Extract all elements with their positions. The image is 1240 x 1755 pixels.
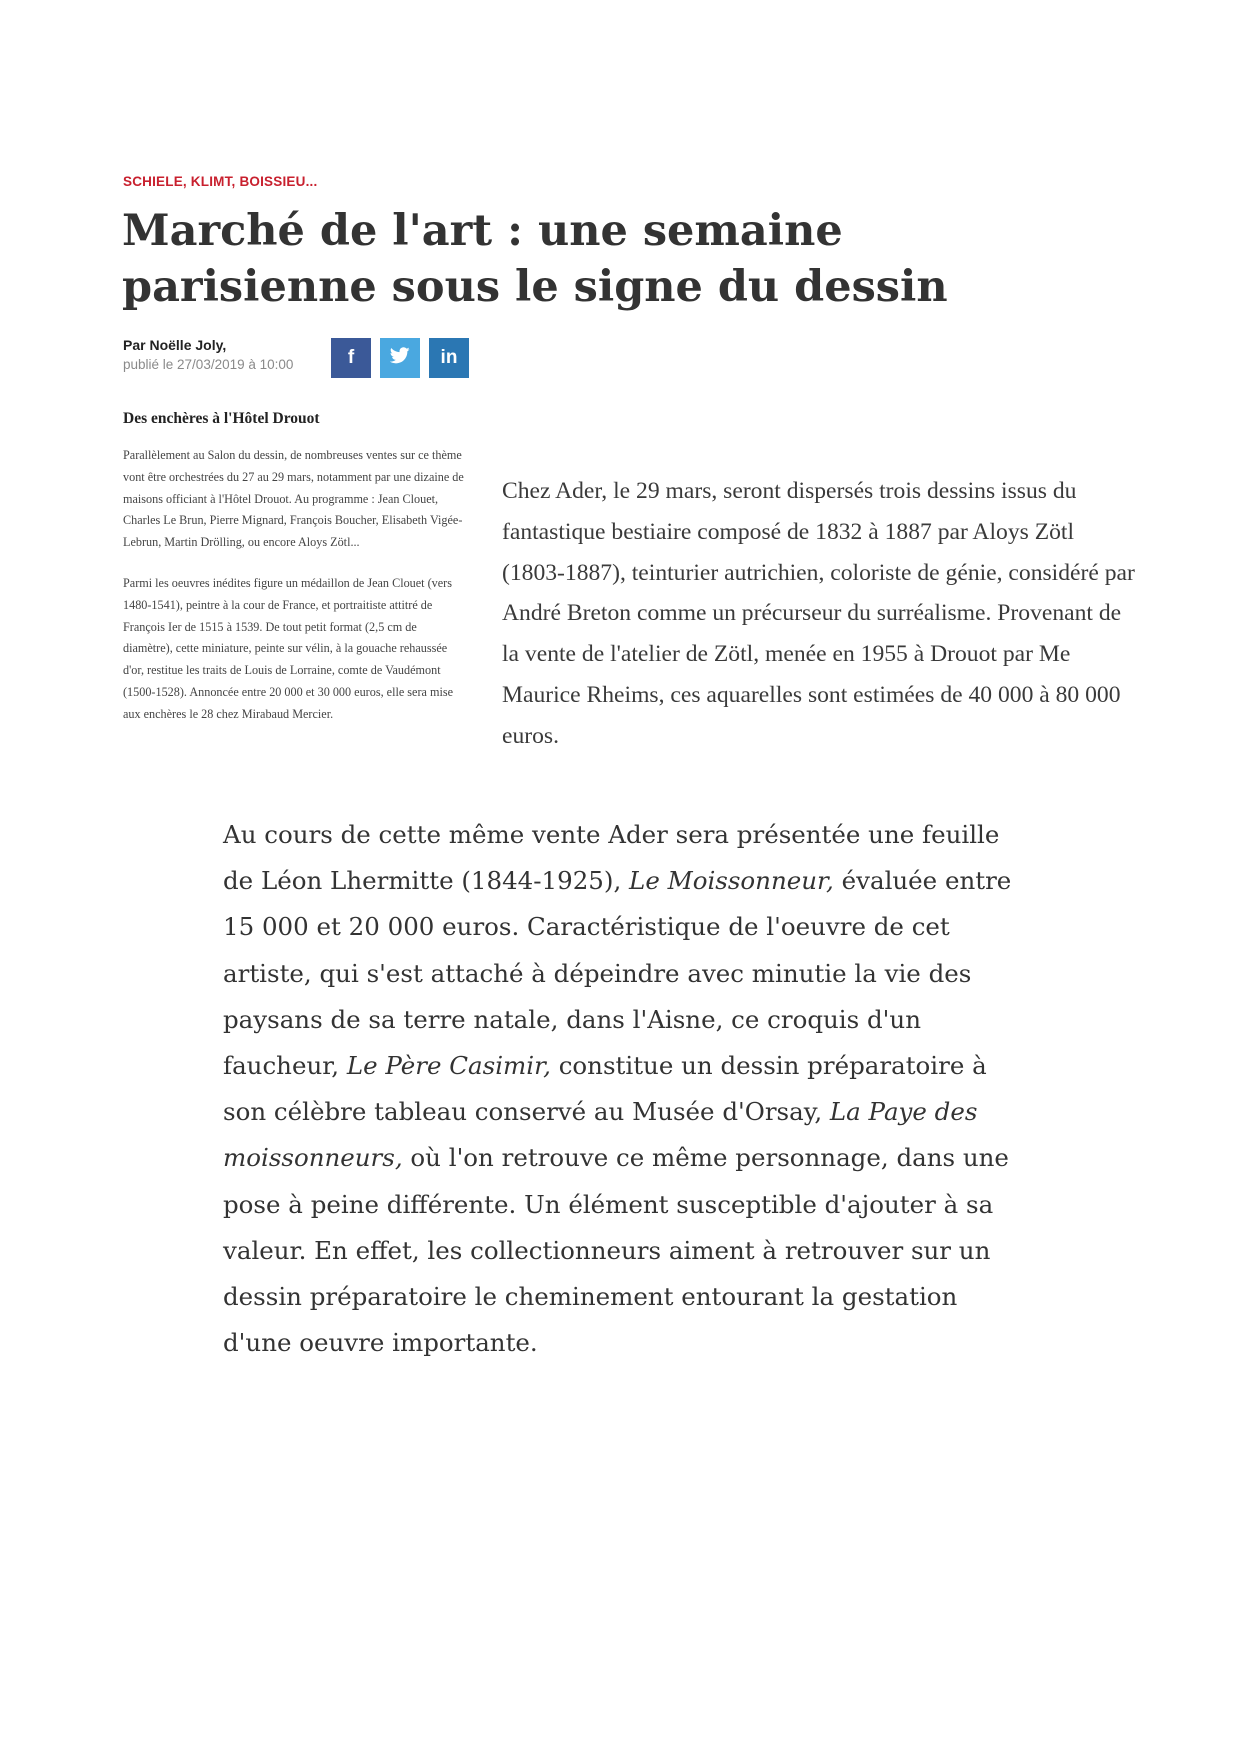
article-headline: Marché de l'art : une semaine parisienne sous le signe du dessin — [122, 206, 948, 312]
body-text-4: où l'on retrouve ce même personnage, dans une pose à peine différente. Un élément susceptible d'ajouter à sa valeur. En effet, les collectionneurs aiment à retrouver sur un dessin préparatoire le cheminement entourant la gestation d'une oeuvre importante. — [223, 1143, 1009, 1358]
body-text-2: évaluée entre 15 000 et 20 000 euros. Caractéristique de l'oeuvre de cet artiste, qui s'est attaché à dépeindre avec minutie la vie des paysans de sa terre natale, dans l'Aisne, ce croquis d'un faucheur, — [223, 866, 1012, 1081]
linkedin-icon: in — [440, 347, 458, 368]
twitter-share-button[interactable] — [380, 338, 420, 378]
artwork-title-2: Le Père Casimir, — [346, 1051, 551, 1081]
artwork-title-3: La Paye des moissonneurs, — [223, 1097, 978, 1173]
twitter-bird-icon — [390, 347, 410, 370]
body-text-3: constitue un dessin préparatoire à son célèbre tableau conservé au Musée d'Orsay, — [223, 1051, 987, 1127]
sidebar-paragraph-2: Parmi les oeuvres inédites figure un médaillon de Jean Clouet (vers 1480-1541), peintre à la cour de France, et portraitiste attitré de François Ier de 1515 à 1539. De tout petit format (2,5 cm de diamètre), cette miniature, peinte sur vélin, à la gouache rehaussée d'or, restitue les traits de Louis de Lorraine, comte de Vaudémont (1500-1528). Annoncée entre 20 000 et 30 000 euros, elle sera mise aux enchères le 28 chez Mirabaud Mercier. — [123, 575, 453, 721]
facebook-icon: f — [347, 347, 355, 368]
publish-date: publié le 27/03/2019 à 10:00 — [123, 357, 294, 372]
artwork-title-1: Le Moissonneur, — [629, 866, 834, 896]
lead-paragraph: Chez Ader, le 29 mars, seront dispersés trois dessins issus du fantastique bestiaire composé de 1832 à 1887 par Aloys Zötl (1803-1887), teinturier autrichien, coloriste de génie, considéré par André Breton comme un précurseur du surréalisme. Provenant de la vente de l'atelier de Zötl, menée en 1955 à Drouot par Me Maurice Rheims, ces aquarelles sont estimées de 40 000 à 80 000 euros. — [502, 478, 1135, 749]
linkedin-share-button[interactable] — [429, 338, 469, 378]
author-name[interactable]: Par Noëlle Joly, — [123, 337, 227, 353]
facebook-share-button[interactable] — [331, 338, 371, 378]
sidebar-title: Des enchères à l'Hôtel Drouot — [123, 410, 320, 427]
sidebar-box — [123, 410, 468, 745]
article-kicker[interactable]: SCHIELE, KLIMT, BOISSIEU... — [123, 174, 318, 189]
share-buttons — [331, 338, 469, 378]
body-paragraph — [223, 812, 1023, 1366]
body-text-1: Au cours de cette même vente Ader sera présentée une feuille de Léon Lhermitte (1844-1925), — [223, 820, 1000, 896]
byline — [123, 336, 293, 374]
sidebar-paragraph-1: Parallèlement au Salon du dessin, de nombreuses ventes sur ce thème vont être orchestrées du 27 au 29 mars, notamment par une dizaine de maisons officiant à l'Hôtel Drouot. Au programme : Jean Clouet, Charles Le Brun, Pierre Mignard, François Boucher, Elisabeth Vigée-Lebrun, Martin Drölling, ou encore Aloys Zötl... — [123, 448, 464, 550]
